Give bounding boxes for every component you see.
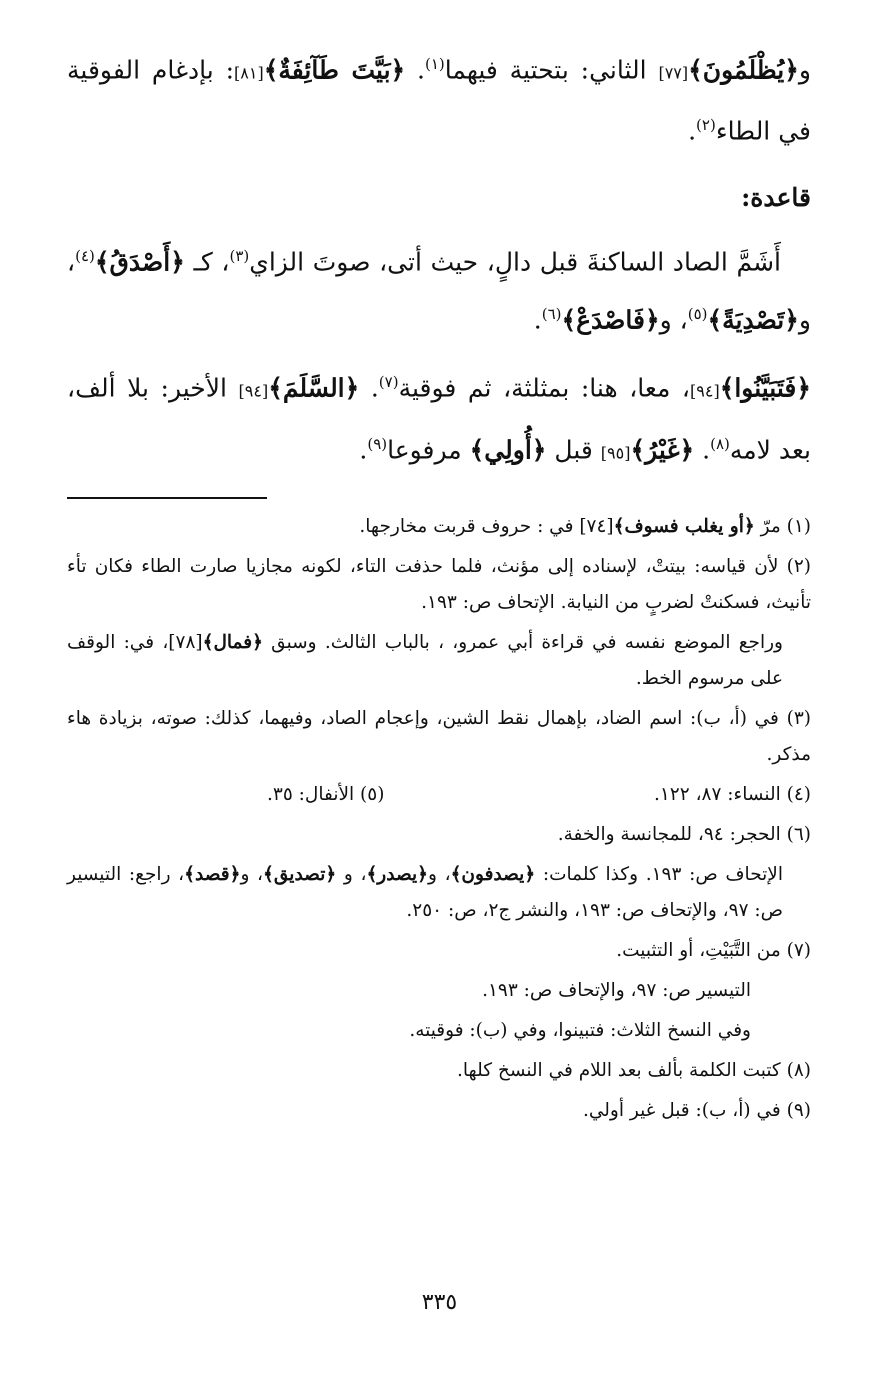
page-number: ٣٣٥ bbox=[421, 1290, 458, 1315]
footnote-7: (٧) من التَّبَيْتِ، أو التثبيت. bbox=[616, 939, 811, 961]
quran-word: ﴿يصدر﴾ bbox=[366, 863, 428, 885]
text: . bbox=[359, 373, 379, 403]
footnote-6-continued bbox=[67, 857, 811, 929]
text: [٧٨]، في: الوقف على مرسوم الخط. bbox=[67, 631, 783, 689]
text: الإتحاف ص: ١٩٣. وكذا كلمات: bbox=[535, 863, 783, 885]
footnote-1 bbox=[67, 509, 811, 545]
footnote-7-line-3: وفي النسخ الثلاث: فتبينوا، وفي (ب): فوقيته. bbox=[409, 1019, 751, 1041]
text: ، و bbox=[659, 305, 688, 335]
footnote-3: (٣) في (أ، ب): اسم الضاد، بإهمال نقط الشين، وإعجام الصاد، وفيهما، كذلك: صوته، بزيادة هاء مذكر. bbox=[67, 707, 811, 765]
text: . bbox=[405, 55, 425, 85]
text: ، راجع: التيسير ص: ٩٧، والإتحاف ص: ١٩٣، والنشر ج٢، ص: ٢٥٠. bbox=[67, 863, 783, 921]
text: و bbox=[798, 55, 811, 85]
footnote-6: (٦) الحجر: ٩٤، للمجانسة والخفة. bbox=[557, 823, 811, 845]
quran-word: ﴿فَاصْدَعْ﴾ bbox=[561, 305, 660, 335]
text: أَشَمَّ الصاد الساكنةَ قبل دالٍ، حيث أتى، صوتَ الزاي bbox=[249, 246, 781, 276]
paragraph-2 bbox=[67, 230, 811, 347]
text: ، كـ bbox=[184, 246, 230, 276]
footnote-separator bbox=[67, 497, 267, 499]
section-heading: قاعدة: bbox=[741, 182, 811, 212]
footnotes bbox=[67, 509, 811, 1129]
main-text bbox=[67, 38, 811, 479]
footnote-4-5-row bbox=[67, 777, 811, 813]
footnote-9: (٩) في (أ، ب): قبل غير أولي. bbox=[582, 1099, 811, 1121]
quran-word: ﴿فَتَبَيَّنُوا﴾ bbox=[719, 373, 811, 403]
footnote-marker: (٨) bbox=[710, 434, 730, 453]
quran-word: ﴿فمال﴾ bbox=[202, 631, 263, 653]
text: قبل bbox=[546, 434, 601, 464]
quran-word: ﴿بَيَّتَ طَآئِفَةٌ﴾ bbox=[263, 55, 406, 85]
footnote-7-line-2: التيسير ص: ٩٧، والإتحاف ص: ١٩٣. bbox=[482, 979, 751, 1001]
quran-word: ﴿قصد﴾ bbox=[184, 863, 241, 885]
text: الثاني: بتحتية فيهما bbox=[444, 55, 659, 85]
text: . bbox=[688, 116, 697, 146]
text: . bbox=[694, 434, 711, 464]
footnote-marker: (٦) bbox=[541, 304, 562, 323]
paragraph-1 bbox=[67, 38, 811, 158]
footnote-marker: (٥) bbox=[687, 304, 708, 323]
quran-word: ﴿أَصْدَقُ﴾ bbox=[94, 246, 185, 276]
text: . bbox=[533, 305, 542, 335]
footnote-2-continued bbox=[67, 625, 811, 697]
text: الأخير: بلا ألف، بعد لامه bbox=[67, 373, 811, 464]
quran-word: ﴿تَصْدِيَةً﴾ bbox=[707, 305, 799, 335]
verse-ref: [٩٤] bbox=[690, 381, 720, 401]
text: وراجع الموضع نفسه في قراءة أبي عمرو، ، بالباب الثالث. وسبق bbox=[262, 631, 783, 653]
verse-ref: [٧٧] bbox=[658, 63, 689, 83]
footnote-marker: (٣) bbox=[229, 246, 250, 265]
text: ، و bbox=[428, 863, 451, 885]
footnote-5: (٥) الأنفال: ٣٥. bbox=[267, 783, 385, 805]
page-content bbox=[67, 38, 811, 1133]
quran-word: ﴿يصدفون﴾ bbox=[450, 863, 536, 885]
verse-ref: [٩٥] bbox=[600, 442, 631, 462]
text: ، معا، هنا: بمثلثة، ثم فوقية bbox=[398, 373, 690, 403]
text: ، و bbox=[240, 863, 264, 885]
quran-word: ﴿غَيْرُ﴾ bbox=[630, 434, 695, 464]
paragraph-3 bbox=[67, 356, 811, 479]
text: . bbox=[359, 434, 368, 464]
footnote-marker: (١) bbox=[424, 55, 445, 73]
quran-word: ﴿يُظْلَمُونَ﴾ bbox=[688, 55, 799, 85]
quran-word: ﴿أُولِي﴾ bbox=[469, 434, 547, 464]
footnote-4: (٤) النساء: ٨٧، ١٢٢. bbox=[653, 783, 811, 805]
text: (١) مرّ bbox=[754, 515, 811, 537]
text: [٧٤] في : حروف قربت مخارجها. bbox=[359, 515, 614, 537]
quran-word: ﴿أو يغلب فسوف﴾ bbox=[613, 515, 755, 537]
verse-ref: [٩٤] bbox=[238, 381, 269, 401]
quran-word: ﴿تصديق﴾ bbox=[263, 863, 337, 885]
text: ، و bbox=[67, 246, 811, 335]
quran-word: ﴿السَّلَمَ﴾ bbox=[268, 373, 360, 403]
text: ، و bbox=[336, 863, 367, 885]
text: مرفوعا bbox=[387, 434, 470, 464]
footnote-marker: (٩) bbox=[367, 434, 388, 453]
verse-ref: [٨١] bbox=[234, 63, 264, 83]
footnote-8: (٨) كتبت الكلمة بألف بعد اللام في النسخ كلها. bbox=[457, 1059, 811, 1081]
footnote-2: (٢) لأن قياسه: بيتتْ، لإسناده إلى مؤنث، فلما حذفت التاء، لكونه مجازيا صارت الطاء فكان تأء تأنيث، فسكنتْ لضربٍ من النيابة. الإتحاف ص: ١٩٣. bbox=[67, 555, 811, 613]
footnote-marker: (٤) bbox=[75, 246, 95, 265]
footnote-marker: (٧) bbox=[378, 373, 399, 392]
text: : بإدغام الفوقية في الطاء bbox=[67, 55, 811, 146]
footnote-marker: (٢) bbox=[696, 116, 716, 135]
